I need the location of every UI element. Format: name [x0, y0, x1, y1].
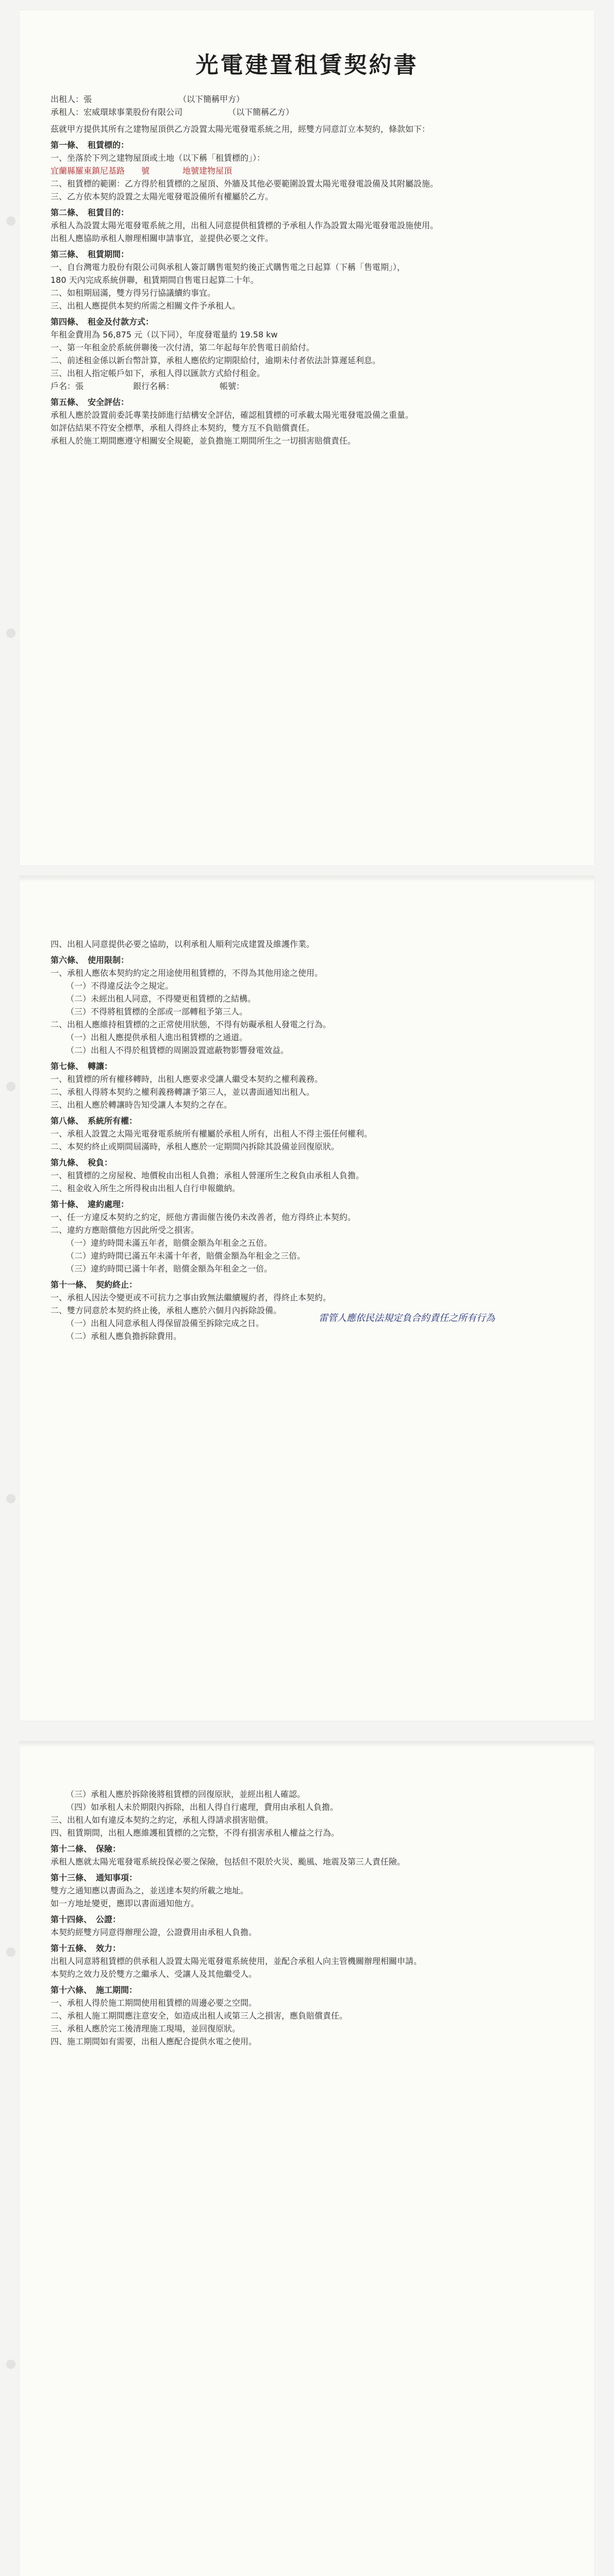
article-heading: 第十四條、 公證：	[51, 1914, 121, 1924]
article-line: 一、承租人因法令變更或不可抗力之事由致無法繼續履約者，得終止本契約。	[51, 1293, 331, 1302]
article-line: 承租人於施工期間應遵守相關安全規範，並負擔施工期間所生之一切損害賠償責任。	[51, 436, 356, 446]
article-line: （二）未經出租人同意，不得變更租賃標的之結構。	[66, 994, 256, 1004]
article-line: 承租人應就太陽光電發電系統投保必要之保險，包括但不限於火災、颱風、地震及第三人責任險。	[51, 1857, 406, 1867]
article-heading: 第十條、 違約處理：	[51, 1199, 129, 1209]
article-line: 三、出租人指定帳戶如下，承租人得以匯款方式給付租金。	[51, 368, 265, 378]
article-line: 一、承租人得於施工期間使用租賃標的周邊必要之空間。	[51, 1998, 257, 2008]
punch-hole	[6, 2360, 15, 2369]
article-line: （一）出租人應提供承租人進出租賃標的之通道。	[66, 1032, 248, 1042]
article-line: 二、本契約終止或期間屆滿時，承租人應於一定期間內拆除其設備並回復原狀。	[51, 1142, 340, 1151]
article-line: 出租人同意將租賃標的供承租人設置太陽光電發電系統使用，並配合承租人向主管機關辦理相關申請。	[51, 1956, 422, 1966]
punch-hole	[6, 1494, 15, 1503]
article-line: 三、出租人如有違反本契約之約定，承租人得請求損害賠償。	[51, 1815, 274, 1825]
scan-edge	[20, 1741, 594, 1748]
party-line: 承租人：宏威環球事業股份有限公司 （以下簡稱乙方）	[51, 107, 294, 117]
article-heading: 第四條、 租金及付款方式：	[51, 317, 154, 327]
article-line: 三、出租人應於轉讓時告知受讓人本契約之存在。	[51, 1100, 233, 1110]
article-line: 一、坐落於下列之建物屋頂或土地（以下稱「租賃標的」）：	[51, 153, 265, 163]
article-heading: 第二條、 租賃目的：	[51, 208, 129, 217]
article-line: 180 天內完成系統併聯，租賃期間自售電日起算二十年。	[51, 275, 259, 285]
punch-hole	[6, 216, 15, 226]
article	[51, 248, 561, 312]
article-line: （二）出租人不得於租賃標的周圍設置遮蔽物影響發電效益。	[66, 1045, 289, 1055]
article	[51, 396, 561, 447]
article-heading: 第三條、 租賃期間：	[51, 249, 129, 259]
rent-amount-line: 年租金費用為 56,875 元（以下同），年度發電量約 19.58 kw	[51, 330, 278, 340]
contract-page-1	[20, 10, 594, 866]
article-line: 二、違約方應賠償他方因此所受之損害。	[51, 1225, 200, 1235]
article-line: （三）不得將租賃標的全部或一部轉租予第三人。	[66, 1007, 248, 1016]
article-line: （三）違約時間已滿十年者，賠償金額為年租金之一倍。	[66, 1264, 273, 1274]
article-line: 一、租賃標的所有權移轉時，出租人應要求受讓人繼受本契約之權利義務。	[51, 1074, 323, 1084]
article-line: 本契約之效力及於雙方之繼承人、受讓人及其他繼受人。	[51, 1969, 257, 1979]
article-line: （二）違約時間已滿五年未滿十年者，賠償金額為年租金之三倍。	[66, 1251, 306, 1261]
scan-edge	[20, 876, 594, 882]
article-line: 一、任一方違反本契約之約定，經他方書面催告後仍未改善者，他方得終止本契約。	[51, 1212, 356, 1222]
page-1-body	[51, 93, 561, 447]
article-line: 三、乙方依本契約設置之太陽光電發電設備所有權屬於乙方。	[51, 192, 274, 201]
article-line: 二、如租期屆滿，雙方得另行協議續約事宜。	[51, 288, 216, 298]
article-line: 一、承租人設置之太陽光電發電系統所有權屬於承租人所有，出租人不得主張任何權利。	[51, 1129, 373, 1139]
intro-paragraph: 茲就甲方提供其所有之建物屋頂供乙方設置太陽光電發電系統之用，經雙方同意訂立本契約，條款如下：	[51, 124, 430, 134]
document-title: 光電建置租賃契約書	[195, 52, 419, 78]
article-line: 二、承租人得將本契約之權利義務轉讓予第三人，並以書面通知出租人。	[51, 1087, 315, 1097]
article-line: 二、承租人施工期間應注意安全，如造成出租人或第三人之損害，應負賠償責任。	[51, 2011, 348, 2021]
article	[51, 139, 561, 203]
article-line: 一、租賃標的之房屋稅、地價稅由出租人負擔；承租人營運所生之稅負由承租人負擔。	[51, 1171, 364, 1180]
article-line: （一）不得違反法令之規定。	[66, 981, 174, 991]
article-heading: 第八條、 系統所有權：	[51, 1116, 138, 1126]
article-heading: 第十一條、 契約終止：	[51, 1280, 138, 1290]
article-line: 一、自台灣電力股份有限公司與承租人簽訂購售電契約後正式購售電之日起算（下稱「售電期」），	[51, 262, 406, 272]
handwritten-note: 雷管人應依民法規定負合約責任之所有行為	[319, 1313, 495, 1324]
article-heading: 第十三條、 通知事項：	[51, 1873, 138, 1883]
article-heading: 第五條、 安全評估：	[51, 397, 129, 407]
article-line: 如一方地址變更，應即以書面通知他方。	[51, 1899, 200, 1908]
article-line: （一）違約時間未滿五年者，賠償金額為年租金之五倍。	[66, 1238, 273, 1248]
article-line: （四）如承租人未於期限內拆除，出租人得自行處理，費用由承租人負擔。	[66, 1802, 339, 1812]
article-heading: 第六條、 使用限制：	[51, 955, 129, 965]
article-line: 本契約經雙方同意得辦理公證，公證費用由承租人負擔。	[51, 1927, 257, 1937]
article-line: 三、出租人應提供本契約所需之相關文件予承租人。	[51, 301, 241, 311]
article-line: 一、承租人應依本契約約定之用途使用租賃標的，不得為其他用途之使用。	[51, 968, 323, 978]
article-line: （二）承租人應負擔拆除費用。	[66, 1331, 182, 1341]
party-line: 出租人：張 （以下簡稱甲方）	[51, 94, 245, 104]
article-line: 雙方之通知應以書面為之，並送達本契約所載之地址。	[51, 1886, 249, 1895]
page-2-body	[51, 938, 561, 1341]
article-heading: 第七條、 轉讓：	[51, 1061, 113, 1071]
contract-page-3	[20, 1741, 594, 2576]
article-heading: 第一條、 租賃標的：	[51, 140, 129, 150]
article-heading: 第十五條、 效力：	[51, 1943, 121, 1953]
article-line: 四、租賃期間，出租人應維護租賃標的之完整，不得有損害承租人權益之行為。	[51, 1828, 340, 1838]
bank-account-line: 戶名：張 銀行名稱： 帳號：	[51, 381, 245, 391]
article-line: 四、施工期間如有需要，出租人應配合提供水電之使用。	[51, 2037, 257, 2046]
article-line: 三、承租人應於完工後清理施工現場，並回復原狀。	[51, 2024, 241, 2033]
article-heading: 第十六條、 施工期間：	[51, 1985, 138, 1995]
article	[51, 315, 561, 393]
article-line: 一、第一年租金於系統併聯後一次付清，第二年起每年於售電日前給付。	[51, 343, 315, 352]
article-line: 如評估結果不符安全標準，承租人得終止本契約，雙方互不負賠償責任。	[51, 423, 315, 433]
article-heading: 第九條、 稅負：	[51, 1158, 113, 1167]
article-line: （一）出租人同意承租人得保留設備至拆除完成之日。	[66, 1318, 264, 1328]
article-line: 四、出租人同意提供必要之協助，以利承租人順利完成建置及維護作業。	[51, 939, 315, 949]
article-line: （三）承租人應於拆除後將租賃標的回復原狀，並經出租人確認。	[66, 1789, 306, 1799]
article-heading: 第十二條、 保險：	[51, 1844, 121, 1854]
contract-page-2	[20, 876, 594, 1721]
punch-hole	[6, 1947, 15, 1957]
article-line: 二、雙方同意於本契約終止後，承租人應於六個月內拆除設備。	[51, 1306, 282, 1315]
article-line: 二、前述租金係以新台幣計算，承租人應依約定期限給付，逾期未付者依法計算遲延利息。	[51, 355, 381, 365]
page-3-body	[51, 1788, 561, 2048]
article-line: 承租人為設置太陽光電發電系統之用，出租人同意提供租賃標的予承租人作為設置太陽光電發電設施使用。	[51, 221, 439, 230]
article	[51, 206, 561, 245]
article-line: 二、租賃標的範圍：乙方得於租賃標的之屋頂、外牆及其他必要範圍設置太陽光電發電設備及其附屬設施。	[51, 179, 439, 189]
punch-hole	[6, 629, 15, 638]
punch-hole	[6, 1082, 15, 1091]
article-line: 二、租金收入所生之所得稅由出租人自行申報繳納。	[51, 1183, 241, 1193]
article-line: 二、出租人應維持租賃標的之正常使用狀態，不得有妨礙承租人發電之行為。	[51, 1020, 331, 1029]
article-line: 出租人應協助承租人辦理相關申請事宜，並提供必要之文件。	[51, 233, 274, 243]
article-line: 承租人應於設置前委託專業技師進行結構安全評估，確認租賃標的可承載太陽光電發電設備之重量。	[51, 410, 414, 420]
article-line: 宜蘭縣羅東鎮尼基路 號 地號建物屋頂	[51, 166, 233, 176]
